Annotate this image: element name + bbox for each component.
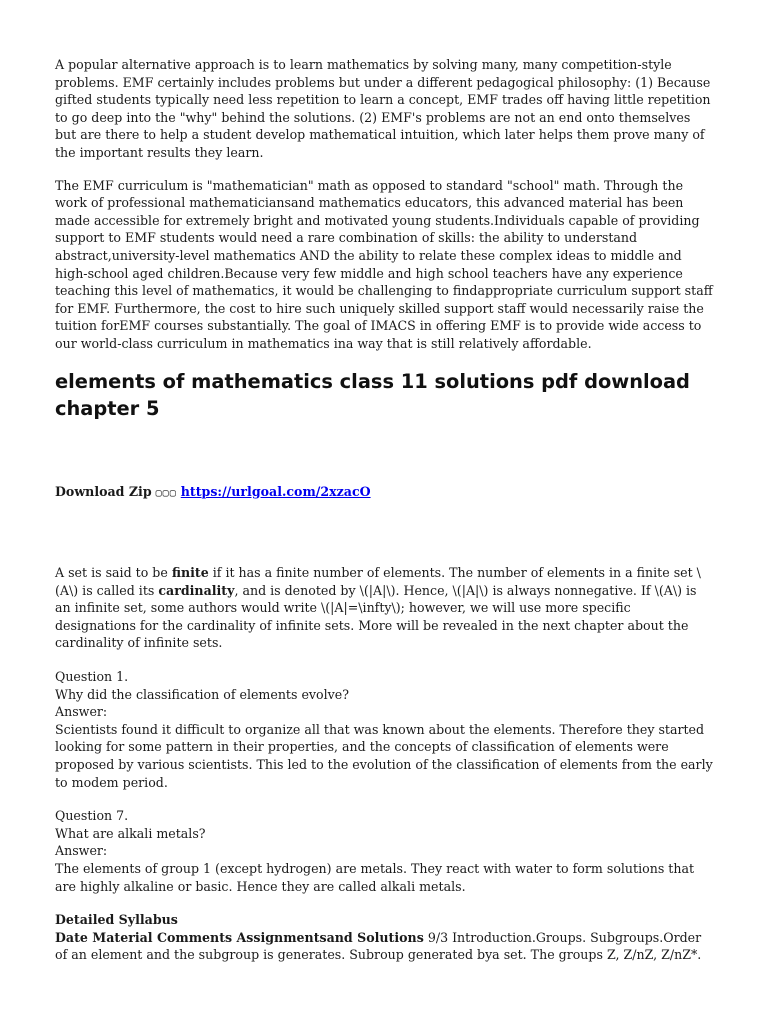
set-definition-paragraph (55, 564, 715, 652)
set-text-2: if it has a finite number of elements. The number of elements in a finite set \(A\) is called its (55, 565, 701, 598)
answer-text: Scientists found it difficult to organize all that was known about the elements. Therefore they started looking for some pattern in their properties, and the concepts of classification of elements were proposed by various scientists. This led to the evolution of the classification of elements from the early to modem period. (55, 721, 713, 790)
download-label: Download Zip (55, 483, 152, 499)
qa-block-2 (55, 807, 715, 895)
term-cardinality: cardinality (158, 582, 235, 598)
answer-text: The elements of group 1 (except hydrogen) are metals. They react with water to form solutions that are highly alkaline or basic. Hence they are called alkali metals. (55, 861, 695, 894)
syllabus-block (55, 911, 715, 964)
answer-label: Answer: (55, 843, 108, 859)
question-text: What are alkali metals? (55, 825, 206, 841)
document-body (55, 56, 715, 964)
question-label: Question 7. (55, 808, 129, 824)
download-line (55, 483, 715, 503)
question-text: Why did the classification of elements evolve? (55, 686, 349, 702)
page-title: elements of mathematics class 11 solutions pdf download chapter 5 (55, 369, 690, 420)
intro-paragraph-1: A popular alternative approach is to learn mathematics by solving many, many competition-style problems. EMF certainly includes problems but under a different pedagogical philosophy: (1) Because gifted students typically need less repetition to learn a concept, EMF trades off having little repetition to go deep into the "why" behind the solutions. (2) EMF's problems are not an end onto themselves but are there to help a student develop mathematical intuition, which later helps them prove many of the important results they learn. (55, 57, 711, 160)
syllabus-text: 9/3 Introduction.Groups. Subgroups.Order of an element and the subgroup is generates. Subroup generated bya set. The groups Z, Z/nZ, Z/nZ*. (55, 929, 702, 963)
set-text-1: A set is said to be (55, 565, 172, 581)
arrow-glyph-icon: ▢▢▢ (155, 487, 177, 499)
answer-label: Answer: (55, 704, 108, 720)
intro-paragraph-2: The EMF curriculum is "mathematician" math as opposed to standard "school" math. Through the work of professional mathematiciansand mathematics educators, this advanced material has been made accessible for extremely bright and motivated young students.Individuals capable of providing support to EMF students would need a rare combination of skills: the ability to understand abstract,university-level mathematics AND the ability to relate these complex ideas to middle and high-school aged children.Because very few middle and high school teachers have any experience teaching this level of mathematics, it would be challenging to findappropriate curriculum support staff for EMF. Furthermore, the cost to hire such uniquely skilled support staff would necessarily raise the tuition forEMF courses substantially. The goal of IMACS in offering EMF is to provide wide access to our world-class curriculum in mathematics ina way that is still relatively affordable. (55, 177, 713, 351)
set-text-3: , and is denoted by \(|A|\). Hence, \(|A|\) is always nonnegative. If \(A\) is an infinite set, some authors would write \(|A|=\infty\); however, we will use more specific designations for the cardinality of infinite sets. More will be revealed in the next chapter about the cardinality of infinite sets. (55, 582, 697, 651)
question-label: Question 1. (55, 669, 129, 685)
syllabus-title: Detailed Syllabus (55, 912, 178, 928)
term-finite: finite (171, 565, 209, 581)
qa-block-1 (55, 668, 715, 791)
download-link[interactable]: https://urlgoal.com/2xzacO (180, 483, 371, 499)
syllabus-header: Date Material Comments Assignmentsand Solutions (55, 929, 424, 945)
